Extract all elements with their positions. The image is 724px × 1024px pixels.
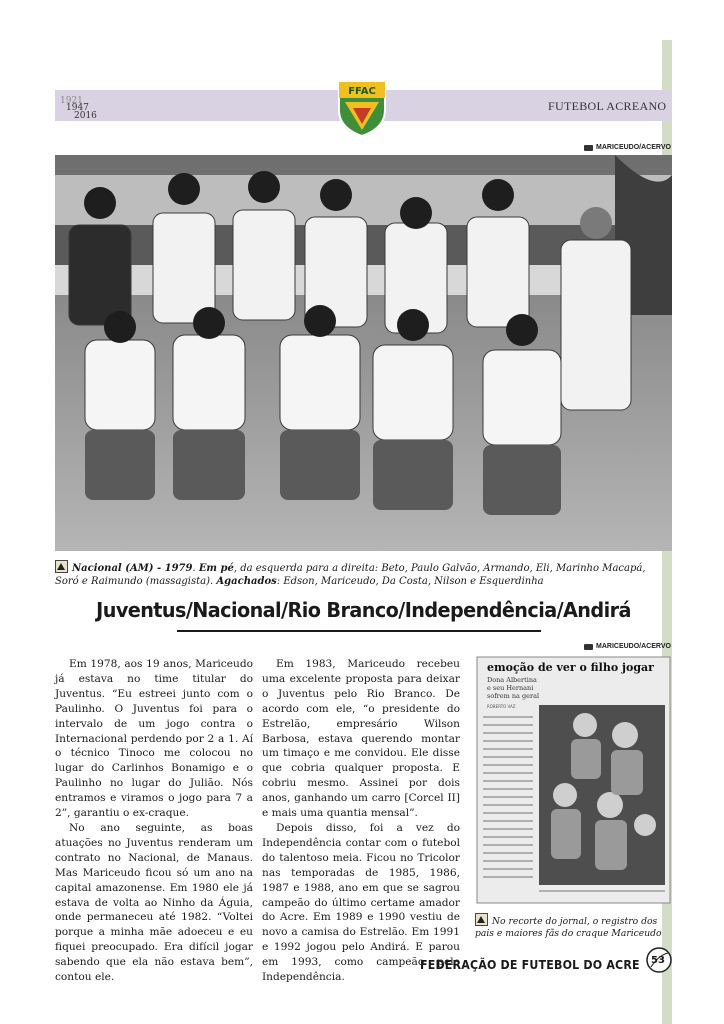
year-1921: 1921	[60, 96, 83, 106]
triangle-icon	[55, 560, 68, 573]
newspaper-clipping	[475, 655, 672, 905]
svg-text:e seu Hernani: e seu Hernani	[487, 684, 534, 692]
camera-icon	[584, 644, 593, 650]
ffac-logo	[337, 80, 387, 138]
team-photo	[55, 155, 672, 551]
svg-text:sofrem na geral: sofrem na geral	[487, 692, 540, 700]
section-title: FUTEBOL ACREANO	[548, 99, 667, 113]
photo-caption: Nacional (AM) - 1979. Em pé, da esquerda para a direita: Beto, Paulo Galvão, Armando, Eli, Marinho Macapá, Soró e Raimundo (massagista). Agachados: Edson, Mariceudo, Da Costa, Nilson e Esquerdinha	[55, 560, 672, 588]
photo-credit: MARICEUDO/ACERVO	[584, 144, 671, 151]
paragraph: Em 1983, Mariceudo recebeu uma excelente proposta para deixar o Juventus pelo Rio Branco. De acordo com ele, “o presidente do Estrelão, empresário Wilson Barbosa, estava querendo montar um timaço e me convidou. Ele disse que cobria qualquer proposta. E cobriu mesmo. Assinei por dois anos, ganhando um carro [Corcel II] e mais uma quantia mensal”.	[262, 658, 460, 820]
article-column-2	[262, 657, 460, 985]
year-2016: 2016	[74, 111, 97, 121]
svg-text:Dona Albertina: Dona Albertina	[487, 676, 537, 684]
paragraph: Depois disso, foi a vez do Independência contar com o futebol do talentoso meia. Ficou no Tricolor nas temporadas de 1985, 1986, 1987 e 1988, ano em que se sagrou campeão do último certame amador do Acre. Em 1989 e 1990 vestiu de novo a camisa do Estrelão. Em 1991 e 1992 jogou pelo Andirá. E parou em 1993, como campeão pelo Independência.	[262, 821, 460, 984]
year-1947: 1947	[66, 103, 89, 113]
paragraph: Em 1978, aos 19 anos, Mariceudo já estava no time titular do Juventus. “Eu estreei junto com o Paulinho. O Juventus foi para o intervalo de um jogo contra o Internacional perdendo por 2 a 1. Aí o técnico Tinoco me colocou no lugar do Carlinhos Bonamigo e o Paulinho no lugar do Julião. Nós entramos e viramos o jogo para 7 a 2”, garantiu o ex-craque.	[55, 658, 253, 820]
triangle-icon	[475, 913, 488, 926]
article-headline: Juventus/Nacional/Rio Branco/Independência/Andirá	[96, 598, 631, 622]
page-number: 53	[651, 955, 665, 966]
clipping-credit: MARICEUDO/ACERVO	[584, 643, 671, 650]
paragraph: No ano seguinte, as boas atuações no Juventus renderam um contrato no Nacional, de Manaus. Mas Mariceudo ficou só um ano na capital amazonense. Em 1980 ele já estava de volta ao Ninho da Águia, onde permaneceu até 1982. “Voltei porque a minha mãe adoeceu e eu fiquei preocupado. Era difícil jogar sabendo que ela não estava bem”, contou ele.	[55, 821, 253, 984]
headline-rule	[177, 630, 541, 632]
svg-text:emoção de ver o filho jogar: emoção de ver o filho jogar	[487, 661, 654, 674]
svg-text:ROBERTO VAZ: ROBERTO VAZ	[487, 704, 516, 709]
camera-icon	[584, 145, 593, 151]
footer-federation: FEDERAÇÃO DE FUTEBOL DO ACRE	[420, 958, 640, 972]
svg-text:FFAC: FFAC	[348, 86, 376, 97]
article-column-1	[55, 657, 253, 985]
clipping-caption: No recorte do jornal, o registro dos pais e maiores fãs do craque Mariceudo	[475, 913, 672, 940]
